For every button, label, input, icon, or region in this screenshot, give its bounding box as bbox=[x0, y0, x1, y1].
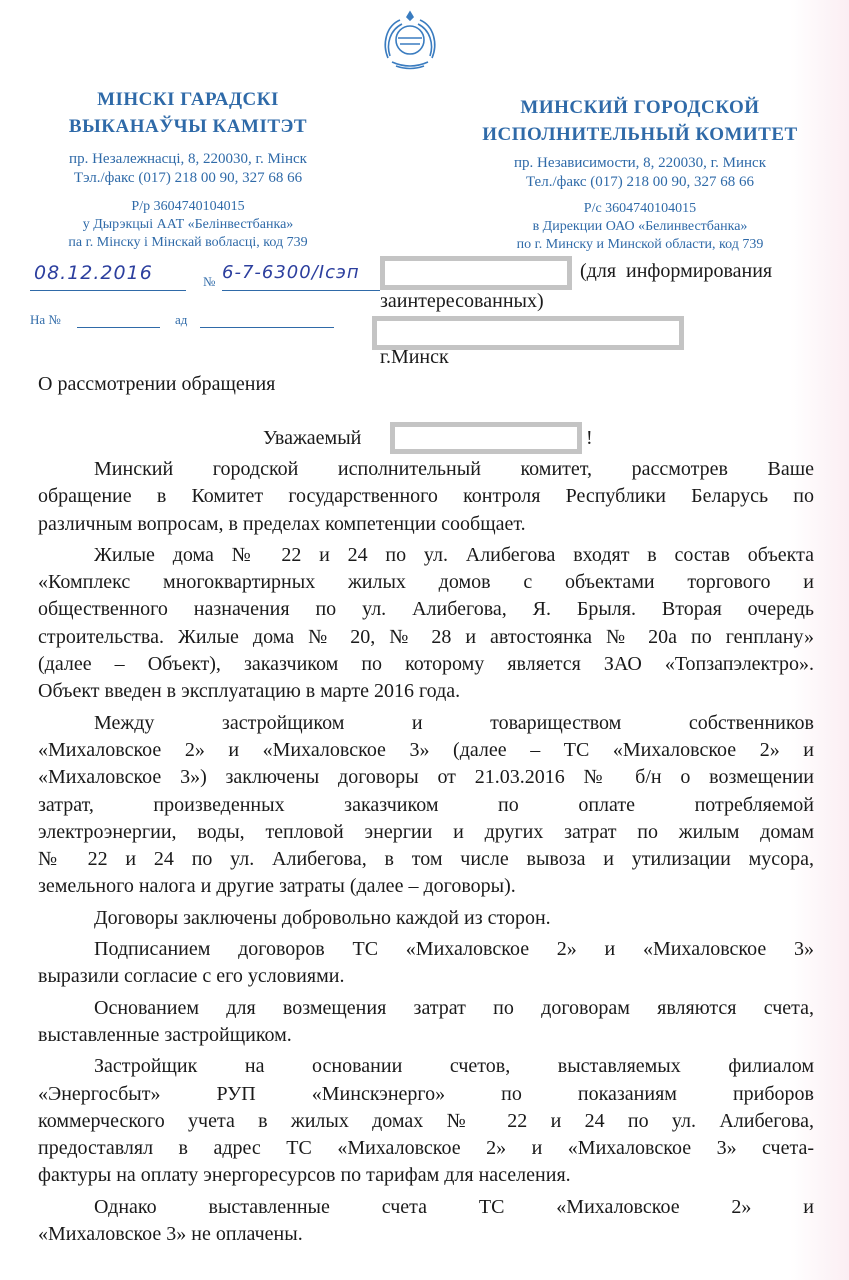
body-line: общественного назначения по ул. Алибегова, Я. Брыля. Вторая очередь bbox=[38, 598, 814, 621]
number-underline bbox=[222, 290, 380, 291]
bank-name: у Дырэкцыі ААТ «Белінвестбанка» bbox=[82, 217, 294, 232]
body-paragraph bbox=[38, 1194, 814, 1249]
body-line: Однако выставленные счета ТС «Михаловское 2» и bbox=[94, 1195, 814, 1218]
body-line: «Михаловское 2» и «Михаловское 3» (далее – ТС «Михаловское 2» и bbox=[38, 738, 814, 761]
body-paragraph bbox=[38, 905, 814, 932]
body-line: Между застройщиком и товариществом собственников bbox=[94, 711, 814, 734]
salutation-prefix: Уважаемый bbox=[263, 427, 362, 449]
body-line: Жилые дома № 22 и 24 по ул. Алибегова входят в состав объекта bbox=[94, 543, 814, 566]
body-line: различным вопросам, в пределах компетенции сообщает. bbox=[38, 512, 526, 535]
body-line: предоставлял в адрес ТС «Михаловское 2» и «Михаловское 3» счета- bbox=[38, 1137, 814, 1160]
body-line: электроэнергии, воды, тепловой энергии и других затрат по жилым домам bbox=[38, 820, 814, 843]
bank-account: Р/с 3604740104015 bbox=[583, 201, 697, 216]
letter-number: 6-7-6300/Ісэп bbox=[222, 262, 360, 283]
state-emblem-icon bbox=[378, 8, 442, 72]
body-paragraph bbox=[38, 456, 814, 538]
body-line: обращение в Комитет государственного контроля Республики Беларусь по bbox=[38, 485, 814, 508]
reply-number-line bbox=[77, 327, 160, 328]
body-line: выставленные застройщиком. bbox=[38, 1023, 292, 1046]
bank-name: в Дирекции ОАО «Белинвестбанка» bbox=[532, 219, 748, 234]
body-paragraph bbox=[38, 995, 814, 1050]
body-line: № 22 и 24 по ул. Алибегова, в том числе вывоза и утилизации мусора, bbox=[38, 848, 814, 871]
letter-date: 08.12.2016 bbox=[34, 262, 153, 284]
body-line: «Комплекс многоквартирных жилых домов с объектами торгового и bbox=[38, 571, 814, 594]
body-paragraph bbox=[38, 542, 814, 706]
addressee-note-cont: заинтересованных) bbox=[380, 290, 544, 312]
redacted-addressee bbox=[380, 256, 572, 290]
reply-date-line bbox=[200, 327, 334, 328]
body-line: строительства. Жилые дома № 20, № 28 и автостоянка № 20а по генплану» bbox=[38, 625, 814, 648]
body-line: «Михаловское 3» не оплачены. bbox=[38, 1223, 303, 1246]
addressee-note: (для информирования bbox=[580, 260, 773, 282]
letterhead-russian bbox=[455, 94, 825, 254]
body-line: Основанием для возмещения затрат по договорам являются счета, bbox=[94, 996, 814, 1019]
letterhead-belarusian bbox=[18, 86, 358, 252]
body-line: фактуры на оплату энергоресурсов по тарифам для населения. bbox=[38, 1164, 571, 1187]
redacted-address bbox=[372, 316, 684, 350]
body-line: «Михаловское 3») заключены договоры от 21.03.2016 № б/н о возмещении bbox=[38, 766, 814, 789]
org-phone: Тэл./факс (017) 218 00 90, 327 68 66 bbox=[73, 170, 303, 186]
org-title-line: МІНСКІ ГАРАДСКІ bbox=[97, 89, 279, 110]
org-title-line: ВЫКАНАЎЧЫ КАМІТЭТ bbox=[68, 116, 308, 137]
date-underline bbox=[30, 290, 186, 291]
body-line: Минский городской исполнительный комитет, рассмотрев Ваше bbox=[94, 458, 814, 480]
body-line: Подписанием договоров ТС «Михаловское 2» и «Михаловское 3» bbox=[94, 938, 814, 961]
bank-region: по г. Минску и Минской области, код 739 bbox=[516, 237, 764, 252]
bank-account: Р/р 3604740104015 bbox=[131, 199, 245, 214]
body-line: выразили согласие с его условиями. bbox=[38, 965, 345, 988]
org-title-line: МИНСКИЙ ГОРОДСКОЙ bbox=[520, 97, 760, 118]
org-address: пр. Незалежнасці, 8, 220030, г. Мінск bbox=[69, 151, 307, 167]
number-label: № bbox=[203, 274, 216, 289]
addressee-city: г.Минск bbox=[380, 346, 449, 368]
body-line: Договоры заключены добровольно каждой из сторон. bbox=[94, 906, 551, 929]
letter-body bbox=[38, 456, 814, 1252]
bank-region: па г. Мінску і Мінскай вобласці, код 739 bbox=[68, 235, 308, 250]
body-line: Застройщик на основании счетов, выставляемых филиалом bbox=[94, 1055, 814, 1078]
body-line: (далее – Объект), заказчиком по которому является ЗАО «Топзапэлектро». bbox=[38, 653, 814, 676]
reply-to-label: На № bbox=[30, 312, 61, 327]
body-line: «Энергосбыт» РУП «Минскэнерго» по показаниям приборов bbox=[38, 1082, 814, 1105]
body-line: затрат, произведенных заказчиком по оплате потребляемой bbox=[38, 793, 814, 816]
body-paragraph bbox=[38, 1053, 814, 1189]
redacted-name bbox=[390, 422, 582, 454]
body-paragraph bbox=[38, 936, 814, 991]
org-address: пр. Независимости, 8, 220030, г. Минск bbox=[514, 155, 766, 171]
subject-line: О рассмотрении обращения bbox=[38, 373, 276, 395]
body-line: Объект введен в эксплуатацию в марте 2016 года. bbox=[38, 680, 461, 703]
reply-from-label: ад bbox=[175, 312, 188, 327]
body-line: земельного налога и другие затраты (далее – договоры). bbox=[38, 875, 516, 898]
body-paragraph bbox=[38, 710, 814, 901]
salutation-suffix: ! bbox=[586, 427, 593, 449]
body-line: коммерческого учета в жилых домах № 22 и 24 по ул. Алибегова, bbox=[38, 1109, 814, 1132]
org-title-line: ИСПОЛНИТЕЛЬНЫЙ КОМИТЕТ bbox=[482, 124, 798, 145]
org-phone: Тел./факс (017) 218 00 90, 327 68 66 bbox=[525, 174, 755, 190]
